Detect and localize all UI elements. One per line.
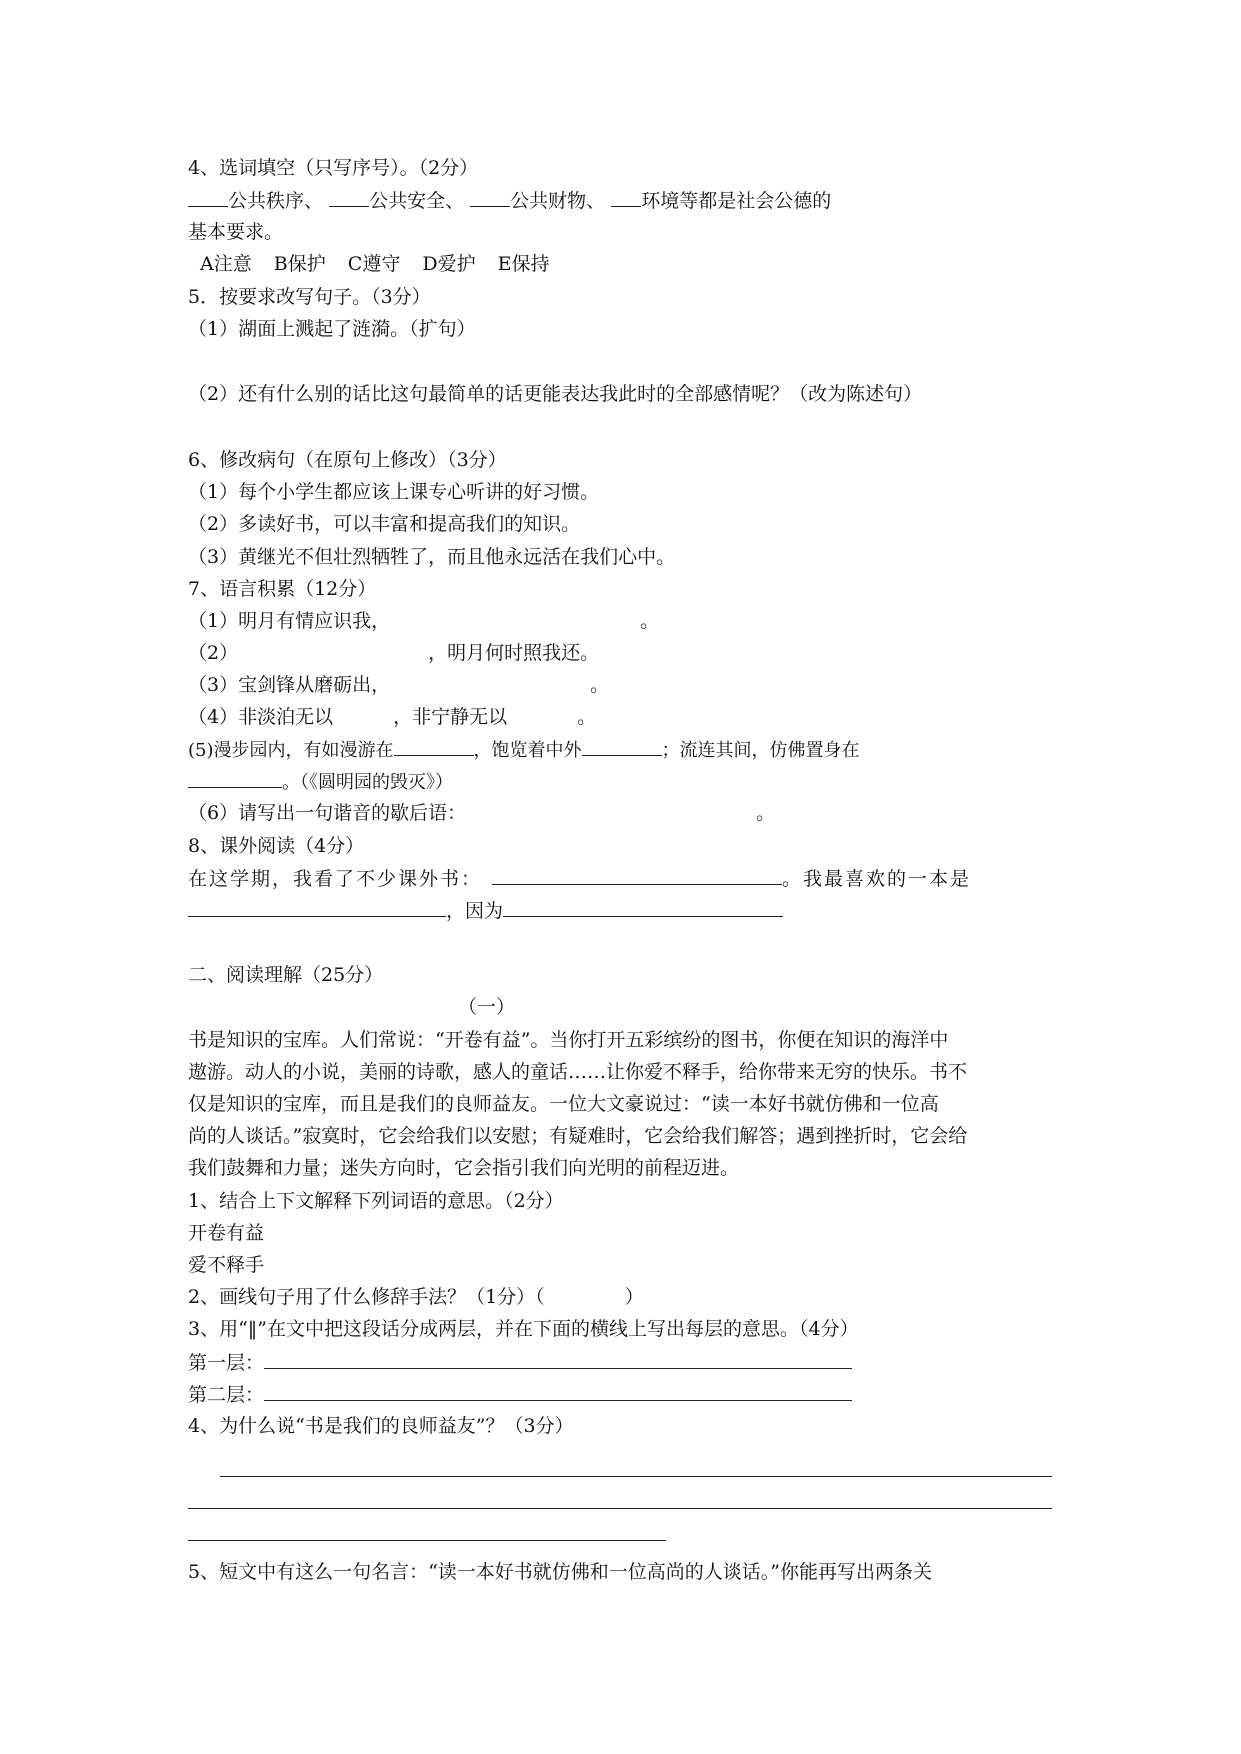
q6-title: 6、修改病句（在原句上修改）（3分） — [188, 449, 507, 471]
blank[interactable] — [470, 188, 510, 207]
q8-title: 8、课外阅读（4分） — [188, 835, 365, 857]
passage-line: 仅是知识的宝库，而且是我们的良师益友。一位大文豪说过：“读一本好书就仿佛和一位高 — [188, 1093, 939, 1115]
blank[interactable] — [188, 898, 446, 917]
s2-q3-title: 3、用“‖”在文中把这段话分成两层，并在下面的横线上写出每层的意思。（4分） — [188, 1318, 859, 1340]
fill-text: 公共安全、 — [369, 190, 465, 212]
passage-line: 我们鼓舞和力量；迷失方向时，它会指引我们向光明的前程迈进。 — [188, 1157, 740, 1179]
item-text: 。我最喜欢的一本是 — [782, 868, 972, 890]
item-text: （2） — [188, 642, 239, 664]
option: A注意 — [200, 253, 252, 275]
item-text: ，非宁静无以 — [393, 706, 508, 728]
q7-item-3 — [188, 673, 609, 697]
item-text: 第二层： — [188, 1384, 265, 1406]
item-text: （6）请写出一句谐音的歇后语： — [188, 802, 467, 824]
item-text: ，明月何时照我还。 — [428, 642, 600, 664]
blank[interactable] — [582, 737, 662, 756]
s2-q3-layer-1 — [188, 1350, 852, 1375]
blank[interactable] — [188, 188, 228, 207]
q6-item: （1）每个小学生都应该上课专心听讲的好习惯。 — [188, 481, 600, 503]
item-text: 2、画线句子用了什么修辞手法？（1分）（ — [188, 1286, 545, 1308]
answer-line[interactable] — [188, 1508, 1052, 1509]
blank[interactable] — [492, 866, 782, 885]
item-text: （4）非淡泊无以 — [188, 706, 334, 728]
q5-item: （2）还有什么别的话比这句最简单的话更能表达我此时的全部感情呢？（改为陈述句） — [188, 383, 923, 405]
item-text: 。（《圆明园的毁灭》） — [282, 772, 453, 793]
passage-line: 尚的人谈话。”寂寞时，它会给我们以安慰；有疑难时，它会给我们解答；遇到挫折时，它会给 — [188, 1125, 968, 1147]
item-text: ） — [624, 1286, 644, 1308]
option: C遵守 — [347, 253, 401, 275]
s2-q3-layer-2 — [188, 1382, 852, 1407]
s2-q1-word: 开卷有益 — [188, 1222, 265, 1244]
item-text: ，饱览着中外 — [473, 740, 582, 761]
item-text: ，因为 — [446, 900, 504, 922]
passage-line: 遨游。动人的小说，美丽的诗歌，感人的童话……让你爱不释手，给你带来无穷的快乐。书不 — [188, 1061, 968, 1083]
answer-line[interactable] — [220, 1476, 1052, 1477]
s2-q1-title: 1、结合上下文解释下列词语的意思。（2分） — [188, 1190, 564, 1212]
s2-q2 — [188, 1285, 644, 1309]
item-text: 第一层： — [188, 1352, 265, 1374]
blank[interactable] — [188, 769, 282, 788]
fill-text: 公共财物、 — [510, 190, 606, 212]
item-text: 。 — [577, 706, 597, 728]
item-text: 。 — [756, 802, 776, 824]
q7-title: 7、语言积累（12分） — [188, 578, 377, 600]
q7-item-4 — [188, 705, 596, 729]
q4-options — [200, 252, 550, 276]
q6-item: （2）多读好书，可以丰富和提高我们的知识。 — [188, 513, 581, 535]
fill-text: 环境等都是社会公德的 — [641, 190, 832, 212]
item-text: （1）明月有情应识我， — [188, 610, 391, 632]
s2-q4-title: 4、为什么说“书是我们的良师益友”？（3分） — [188, 1415, 574, 1437]
item-text: 。 — [640, 610, 660, 632]
q7-item-5 — [188, 737, 860, 763]
option: E保持 — [497, 253, 550, 275]
blank[interactable] — [264, 1350, 852, 1369]
passage-line: 书是知识的宝库。人们常说：“开卷有益”。当你打开五彩缤纷的图书，你便在知识的海洋中 — [188, 1029, 949, 1051]
item-text: 在这学期，我看了不少课外书： — [188, 868, 483, 890]
blank[interactable] — [611, 188, 641, 207]
q4-fill-line — [188, 188, 831, 213]
blank[interactable] — [264, 1382, 852, 1401]
item-text: ；流连其间，仿佛置身在 — [661, 740, 860, 761]
blank[interactable] — [394, 737, 474, 756]
item-text: （3）宝剑锋从磨砺出， — [188, 674, 391, 696]
q8-line-1 — [188, 866, 971, 891]
option: B保护 — [273, 253, 326, 275]
option: D爱护 — [422, 253, 476, 275]
q7-item-6 — [188, 801, 775, 825]
item-text: (5)漫步园内，有如漫游在 — [188, 740, 394, 761]
q8-line-2 — [188, 898, 783, 923]
q4-fill-end: 基本要求。 — [188, 221, 284, 243]
blank[interactable] — [329, 188, 369, 207]
q4-title: 4、选词填空（只写序号）。（2分） — [188, 157, 479, 179]
q5-item: （1）湖面上溅起了涟漪。（扩句） — [188, 318, 476, 340]
q7-item-2 — [188, 641, 599, 665]
q6-item: （3）黄继光不但壮烈牺牲了，而且他永远活在我们心中。 — [188, 546, 676, 568]
s2-q5-title: 5、短文中有这么一句名言：“读一本好书就仿佛和一位高尚的人谈话。”你能再写出两条关 — [188, 1561, 933, 1583]
q7-item-1 — [188, 609, 659, 633]
item-text: 。 — [590, 674, 610, 696]
blank[interactable] — [503, 898, 783, 917]
answer-line[interactable] — [188, 1540, 666, 1541]
section-2-title: 二、阅读理解（25分） — [188, 964, 384, 986]
s2-q1-word: 爱不释手 — [188, 1254, 265, 1276]
fill-text: 公共秩序、 — [228, 190, 324, 212]
passage-label: （一） — [458, 996, 516, 1018]
q5-title: 5．按要求改写句子。（3分） — [188, 286, 431, 308]
q7-item-5-cont — [188, 769, 453, 795]
